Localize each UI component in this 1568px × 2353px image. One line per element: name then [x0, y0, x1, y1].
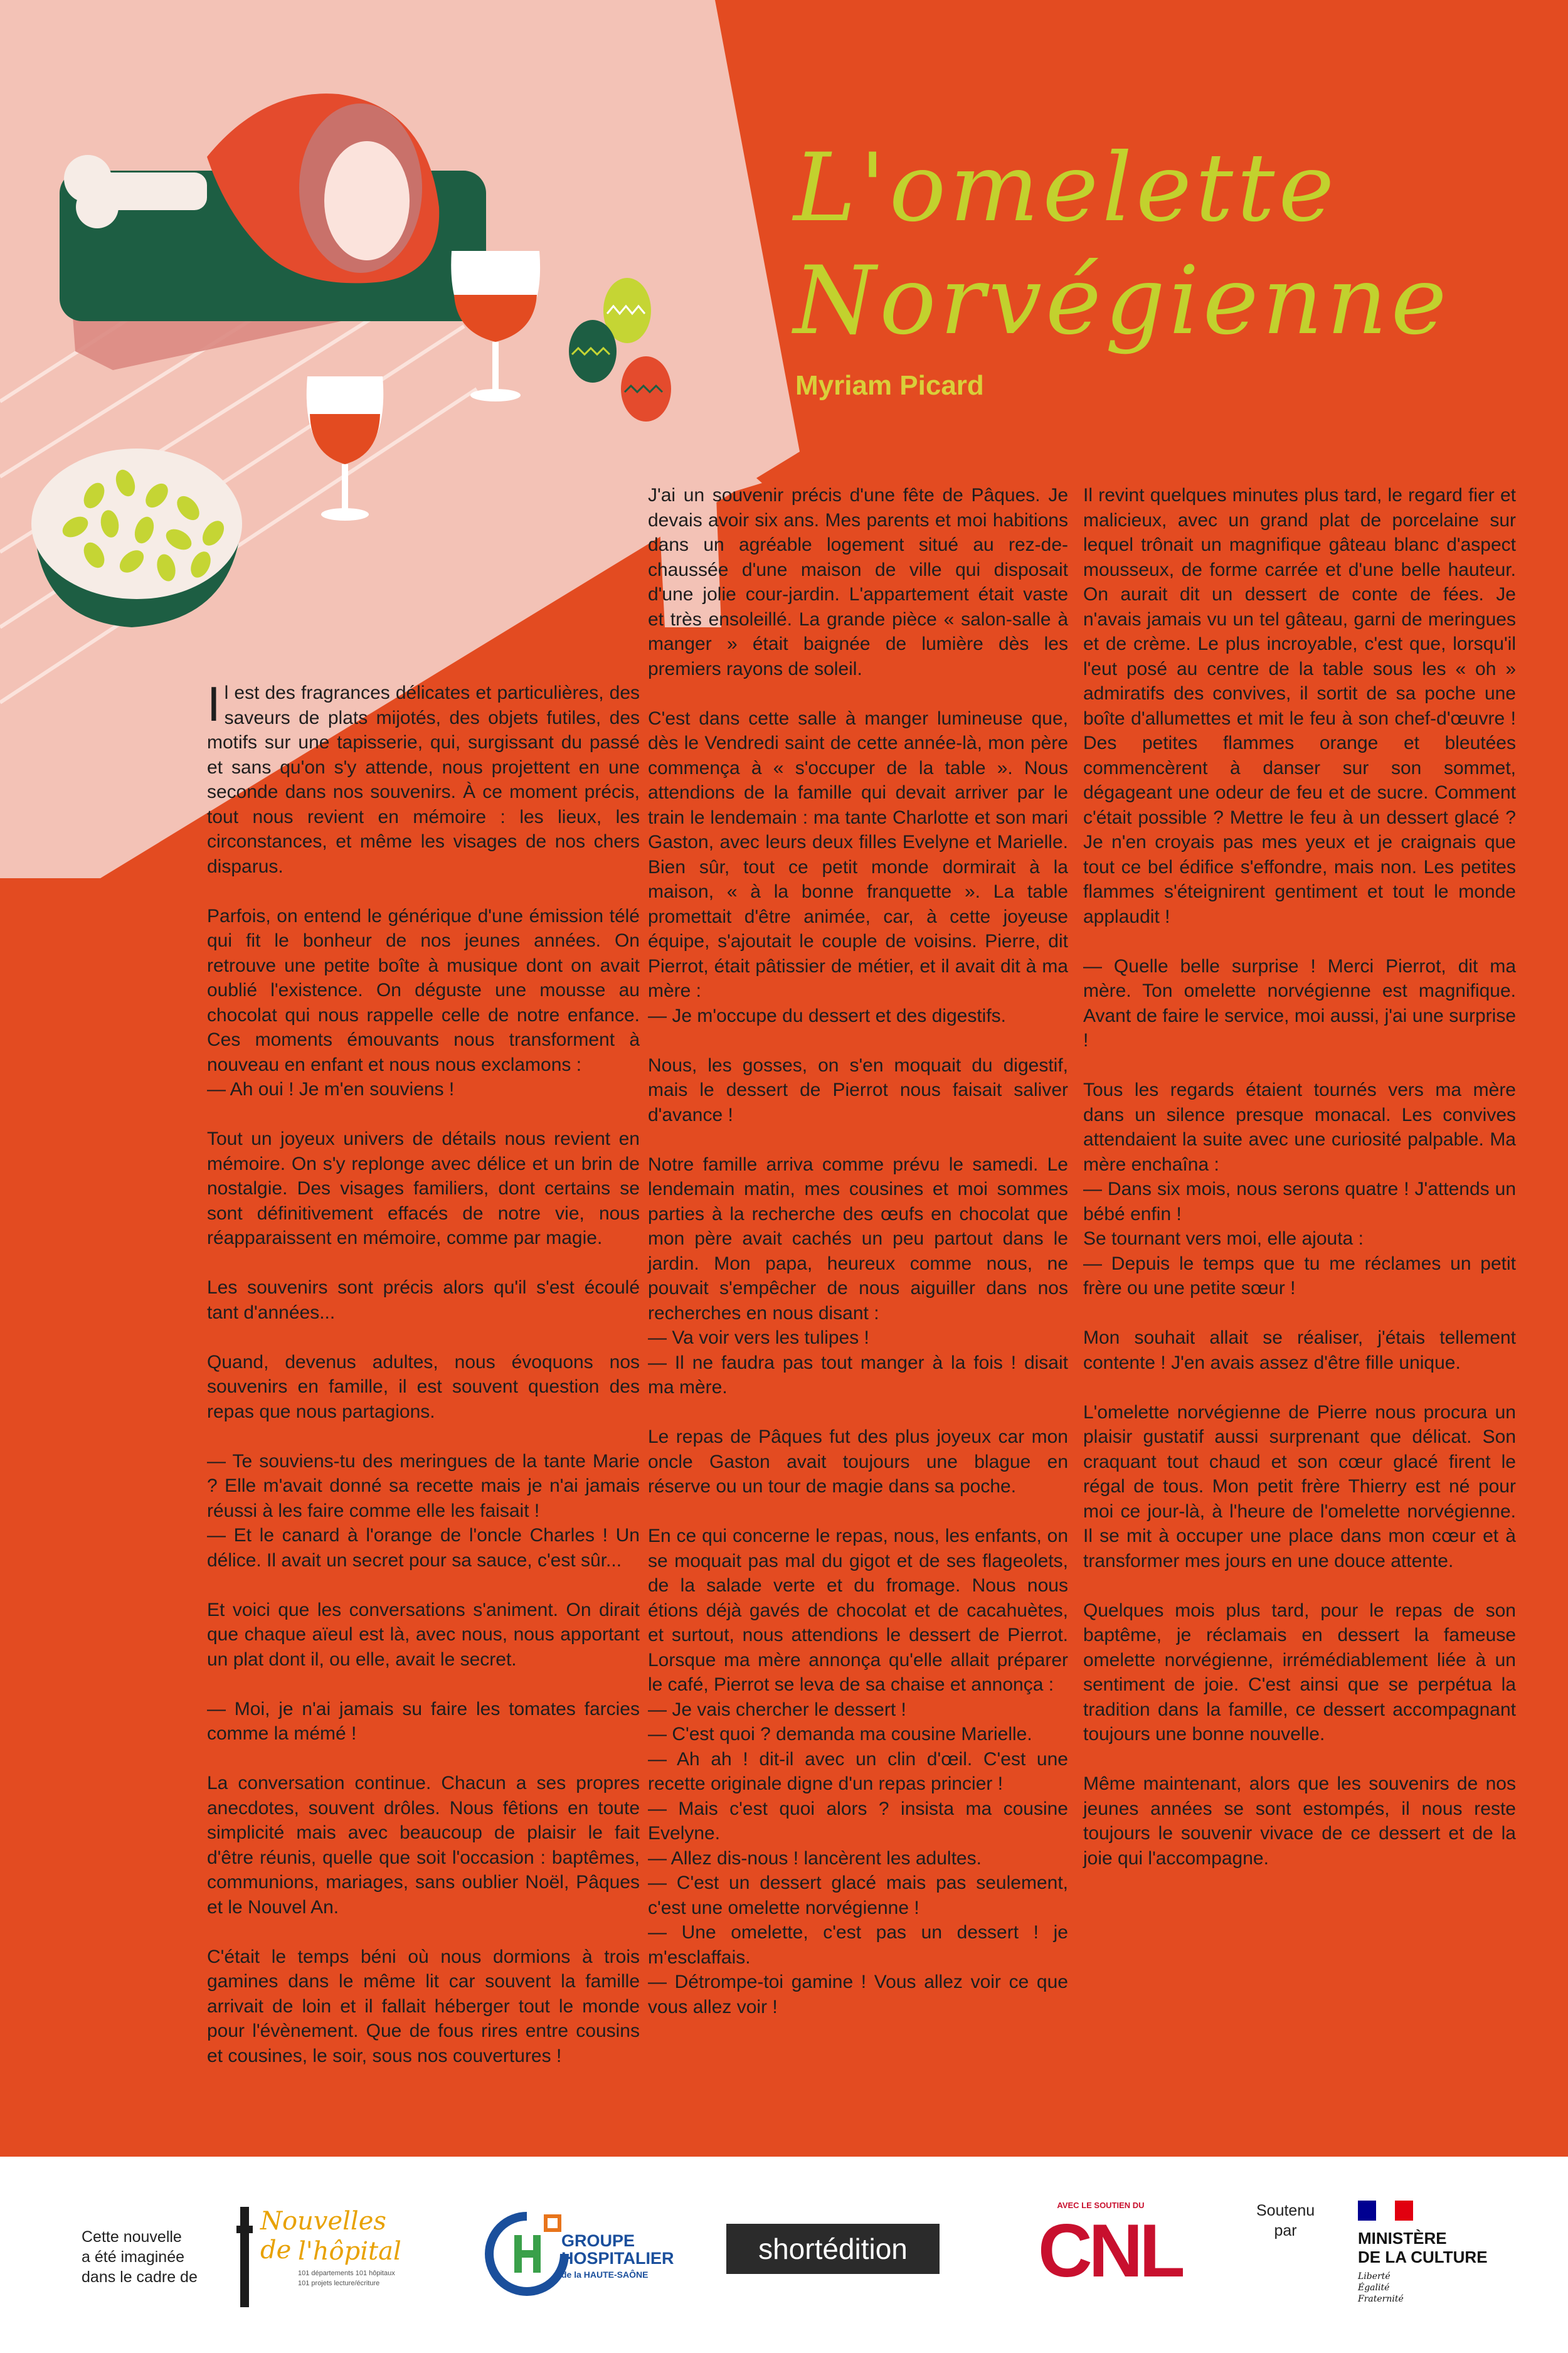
- story-column-3: [1083, 483, 1516, 1896]
- story-column-1: [207, 676, 640, 2093]
- ministere-culture-logo: MINISTÈRE DE LA CULTURE Liberté Égalité Fraternité: [1358, 2201, 1521, 2326]
- paragraph: Il est des fragrances délicates et particulières, des saveurs de plats mijotés, des objets futiles, des motifs sur une tapisserie, qui, surgissant du passé et sans qu'on s'y attende, nous projettent en une seconde dans nos souvenirs. À ce moment précis, tout nous revient en mémoire : les lieux, les circonstances, et même les visages de nos chers disparus.: [207, 676, 640, 877]
- cnl-logo: AVEC LE SOUTIEN DU CNL: [1038, 2201, 1182, 2293]
- paragraph: C'était le temps béni où nous dormions à trois gamines dans le même lit car souvent la famille arrivait de loin et il fallait héberger tout le monde pour l'évènement. Que de fous rires entre cousins et cousines, le soir, sous nos couvertures !: [207, 1946, 640, 2066]
- ght-haute-saone-logo: GROUPE HOSPITALIER de la HAUTE-SAÔNE: [483, 2210, 671, 2298]
- story-title-line2: Norvégienne: [793, 247, 1451, 356]
- paragraph: La conversation continue. Chacun a ses propres anecdotes, souvent drôles. Nous fêtions en toute simplicité mais avec beaucoup de plaisir le fait d'être réunis, quelle que soit l'occasion : baptêmes, communions, mariages, sans oublier Noël, Pâques et le Nouvel An.: [207, 1773, 640, 1918]
- paragraph: Il revint quelques minutes plus tard, le regard fier et malicieux, avec un grand plat de porcelaine sur lequel trônait un magnifique gâteau blanc d'aspect mousseux, de forme carrée et d'une belle hauteur. On aurait dit un dessert de conte de fées. Je n'avais jamais vu un tel gâteau, garni de meringues et de crème. Le plus incroyable, c'est que, lorsqu'il l'eut posé au centre de la table sous les « oh » admiratifs des convives, il sortit de sa poche une boîte d'allumettes et mit le feu à son chef-d'œuvre ! Des petites flammes orange et bleutées commencèrent à danser sur son sommet, dégageant une odeur de feu et de sucre. Comment c'était possible ? Mettre le feu à un dessert glacé ? Je n'en croyais pas mes yeux et je craignais que tout ce bel édifice s'effondre, mais non. Les petites flammes s'éteignirent gentiment et tout le monde applaudit !: [1083, 485, 1516, 927]
- paragraph: — Te souviens-tu des meringues de la tante Marie ? Elle m'avait donné sa recette mais je n'ai jamais réussi à les faire comme elle les faisait ! — Et le canard à l'orange de l'oncle Charles ! Un délice. Il avait un secret pour sa sauce, c'est sûr...: [207, 1450, 640, 1571]
- short-edition-logo: shortédition: [726, 2224, 940, 2274]
- paragraph: Quelques mois plus tard, pour le repas de son baptême, je réclamais en dessert la fameuse omelette norvégienne, irrémédiablement liée à un sentiment de joie. C'est ainsi que se perpétua la tradition dans la famille, ce dessert accompagnant toujours une bonne nouvelle.: [1083, 1600, 1516, 1745]
- paragraph: Mon souhait allait se réaliser, j'étais tellement contente ! J'en avais assez d'être fille unique.: [1083, 1327, 1516, 1373]
- story-title: [793, 132, 1546, 358]
- drop-cap: I: [207, 676, 221, 731]
- marianne-flag-icon: [1358, 2201, 1413, 2221]
- paragraph: Quand, devenus adultes, nous évoquons nos souvenirs en famille, il est souvent question des repas que nous partagions.: [207, 1351, 640, 1422]
- ght-icon: [483, 2210, 571, 2298]
- paragraph: Même maintenant, alors que les souvenirs de nos jeunes années se sont estompés, il nous reste toujours le souvenir vivace de ce dessert et de la joie qui l'accompagne.: [1083, 1773, 1516, 1869]
- paragraph: Les souvenirs sont précis alors qu'il s'est écoulé tant d'années...: [207, 1277, 640, 1323]
- paragraph: Tout un joyeux univers de détails nous revient en mémoire. On s'y replonge avec délice et un brin de nostalgie. Des visages familiers, dont certains se sont définitivement effacés de notre vie, nous réapparaissent en mémoire, comme par magie.: [207, 1129, 640, 1248]
- paragraph: Parfois, on entend le générique d'une émission télé qui fit le bonheur de nos jeunes années. On retrouve une petite boîte à musique dont on avait oublié l'existence. On déguste une mousse au chocolat qui nous rappelle celle de notre enfance. Ces moments émouvants nous transforment à nouveau en enfant et nous nous exclamons : — Ah oui ! Je m'en souviens !: [207, 905, 640, 1100]
- paragraph: — Quelle belle surprise ! Merci Pierrot, dit ma mère. Ton omelette norvégienne est magnifique. Avant de faire le service, moi aussi, j'ai une surprise !: [1083, 955, 1516, 1051]
- paragraph: Le repas de Pâques fut des plus joyeux car mon oncle Gaston avait toujours une blague en réserve ou un tour de magie dans sa poche.: [648, 1426, 1068, 1497]
- paragraph: Tous les regards étaient tournés vers ma mère dans un silence presque monacal. Les convives attendaient la suite avec une curiosité palpable. Ma mère enchaîna : — Dans six mois, nous serons quatre ! J'attends un bébé enfin ! Se tournant vers moi, elle ajouta : — Depuis le temps que tu me réclames un petit frère ou une petite sœur !: [1083, 1080, 1516, 1299]
- paragraph: Notre famille arriva comme prévu le samedi. Le lendemain matin, mes cousines et moi sommes parties à la recherche des œufs en chocolat que mon père avait cachés un peu partout dans le jardin. Mon papa, heureux comme nous, ne pouvait s'empêcher de nous aiguiller dans nos recherches en nous disant : — Va voir vers les tulipes ! — Il ne faudra pas tout manger à la fois ! disait ma mère.: [648, 1154, 1068, 1398]
- paragraph: C'est dans cette salle à manger lumineuse que, dès le Vendredi saint de cette année-là, mon père commença à « s'occuper de la table ». Nous attendions de la famille qui devait arriver par le train le lendemain : ma tante Charlotte et son mari Gaston, avec leurs deux filles Evelyne et Marielle. Bien sûr, tout ce petit monde dormirait à la maison, « à la bonne franquette ». La table promettait d'être animée, car, à cette joyeuse équipe, s'ajoutait le couple de voisins. Pierre, dit Pierrot, était pâtissier de métier, et il avait dit à ma mère : — Je m'occupe du dessert et des digestifs.: [648, 708, 1068, 1026]
- footer-intro: Cette nouvelle a été imaginée dans le cadre de: [82, 2228, 198, 2286]
- story-column-2: [648, 483, 1068, 2044]
- paragraph: En ce qui concerne le repas, nous, les enfants, on se moquait pas mal du gigot et de ses flageolets, de la salade verte et du fromage. Nous nous étions déjà gavés de chocolat et de cacahuètes, et surtout, nous attendions le dessert de Pierrot. Lorsque ma mère annonça qu'elle allait préparer le café, Pierrot se leva de sa chaise et annonça : — Je vais chercher le dessert ! — C'est quoi ? demanda ma cousine Marielle. — Ah ah ! dit-il avec un clin d'œil. C'est une recette originale digne d'un repas princier ! — Mais c'est quoi alors ? insista ma cousine Evelyne. — Allez dis-nous ! lancèrent les adultes. — C'est un dessert glacé mais pas seulement, c'est une omelette norvégienne ! — Une omelette, c'est pas un dessert ! je m'esclaffais. — Détrompe-toi gamine ! Vous allez voir ce que vous allez voir !: [648, 1526, 1068, 2017]
- nouvelles-de-l-hopital-logo: Nouvelles de l'hôpital 101 départements 101 hôpitaux 101 projets lecture/écriture: [229, 2194, 417, 2313]
- author-name: Myriam Picard: [795, 370, 984, 401]
- paragraph: — Moi, je n'ai jamais su faire les tomates farcies comme la mémé !: [207, 1698, 640, 1744]
- paragraph: Et voici que les conversations s'animent. On dirait que chaque aïeul est là, avec nous, nous apportant un plat dont il, ou elle, avait le secret.: [207, 1599, 640, 1670]
- paragraph: Nous, les gosses, on s'en moquait du digestif, mais le dessert de Pierrot nous faisait saliver d'avance !: [648, 1054, 1068, 1125]
- story-title-line1: L'omelette: [793, 134, 1338, 243]
- soutenu-par: Soutenu par: [1256, 2202, 1315, 2239]
- paragraph: J'ai un souvenir précis d'une fête de Pâques. Je devais avoir six ans. Mes parents et moi habitions dans un agréable logement situé au rez-de-chaussée d'une maison de ville qui disposait d'une jolie cour-jardin. L'appartement était vaste et très ensoleillé. La grande pièce « salon-salle à manger » était baignée de lumière dès les premiers rayons de soleil.: [648, 485, 1068, 679]
- paragraph: L'omelette norvégienne de Pierre nous procura un plaisir gustatif aussi surprenant que délicat. Son craquant tout chaud et son cœur glacé firent le régal de tous. Mon petit frère Thierry est né pour moi ce jour-là, à l'heure de l'omelette norvégienne. Il se mit à occuper une place dans mon cœur et à transformer mes jours en une douce attente.: [1083, 1401, 1516, 1571]
- sponsor-footer: [0, 2157, 1568, 2353]
